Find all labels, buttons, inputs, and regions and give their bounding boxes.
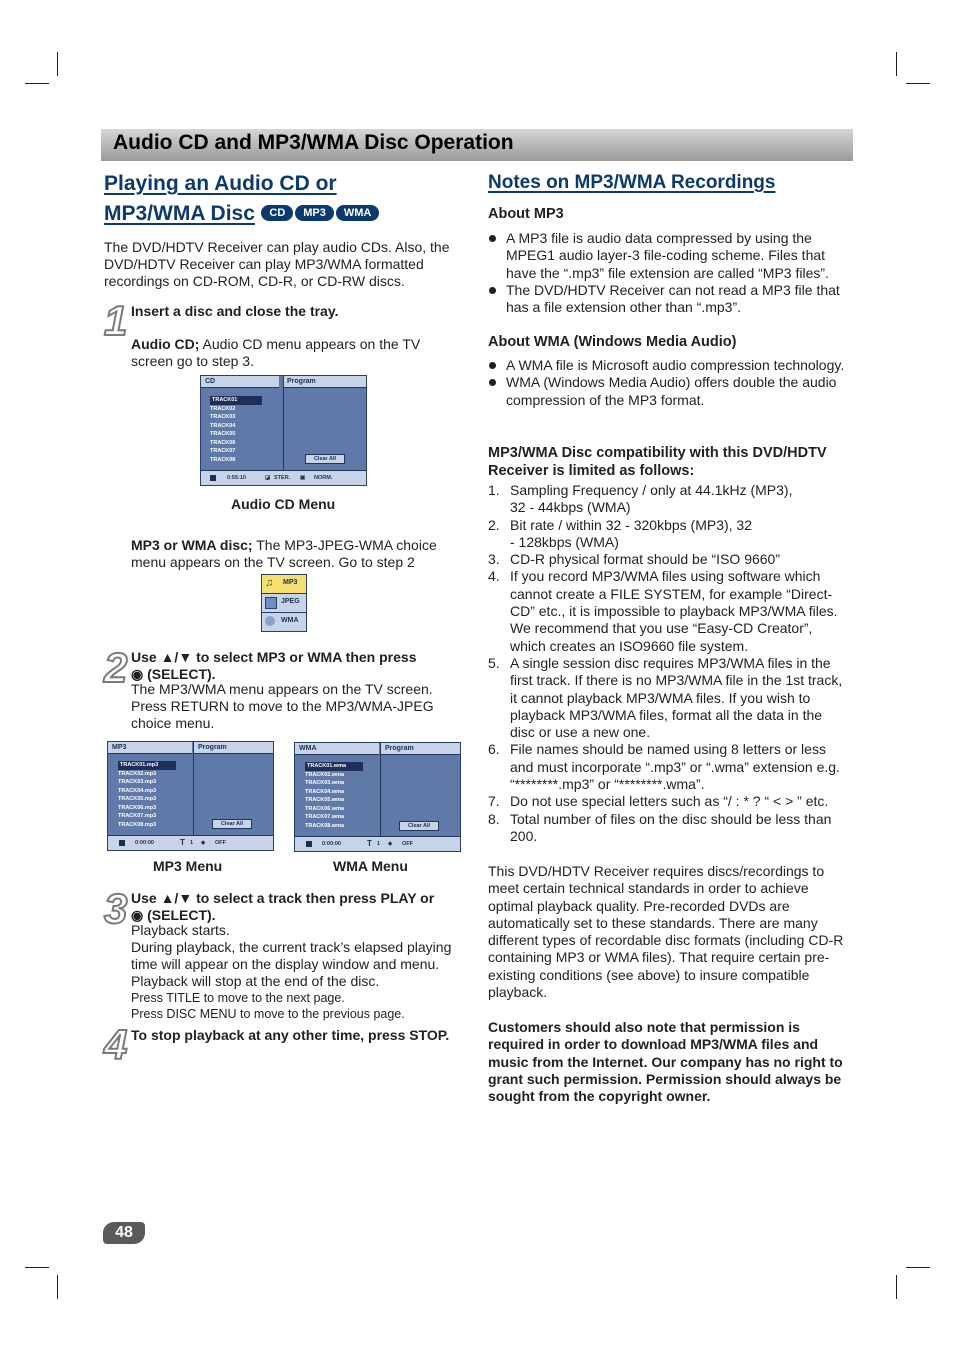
- mode-label: NORM.: [314, 475, 333, 481]
- track-number: 1: [377, 841, 381, 847]
- item-text: Bit rate / within 32 - 320kbps (MP3), 32 - 128kbps (WMA): [510, 516, 752, 550]
- list-item[interactable]: TRACK07.mp3: [118, 813, 157, 819]
- repeat-icon: ▣: [300, 475, 306, 481]
- mp3-jpeg-wma-choice-menu: [261, 574, 307, 632]
- step1-mp3-desc: The MP3-JPEG-WMA choice menu appears on the TV screen. Go to step 2: [131, 537, 437, 570]
- track-number: 1: [190, 840, 194, 846]
- page-number: 48: [103, 1222, 145, 1244]
- step3-note2: Press DISC MENU to move to the previous page.: [131, 1007, 405, 1021]
- left-heading-line2: MP3/WMA Disc: [104, 202, 255, 225]
- list-item: The DVD/HDTV Receiver can not read a MP3 file that has a file extension other than “.mp3”.: [488, 282, 850, 317]
- clear-all-button[interactable]: Clear All: [212, 819, 252, 829]
- step2-title-a: Use ▲/▼ to select MP3 or WMA then press: [131, 649, 417, 665]
- list-item[interactable]: TRACK06: [210, 439, 236, 446]
- choice-label-jpeg: JPEG: [281, 598, 300, 605]
- about-wma-heading: About WMA (Windows Media Audio): [488, 334, 737, 350]
- list-item: [488, 811, 850, 846]
- mp3-bullet-list: [488, 230, 850, 316]
- track-icon: T: [367, 839, 372, 848]
- list-item[interactable]: TRACK03.wma: [305, 780, 345, 786]
- track-list: [210, 396, 262, 464]
- stop-icon: [119, 840, 125, 846]
- step3-line1: Playback starts.: [131, 922, 230, 938]
- repeat-state: OFF: [402, 841, 413, 847]
- choice-item-wma[interactable]: [262, 613, 306, 631]
- list-item[interactable]: TRACK01.mp3: [118, 761, 176, 770]
- item-number: 8.: [488, 810, 500, 827]
- item-number: 7.: [488, 793, 500, 810]
- list-item[interactable]: TRACK03.mp3: [118, 779, 157, 785]
- list-item: WMA (Windows Media Audio) offers double the audio compression of the MP3 format.: [488, 374, 850, 409]
- step3-title-a: Use ▲/▼ to select a track then press PLAY or: [131, 890, 435, 906]
- item-number: 1.: [488, 482, 500, 498]
- repeat-icon: ◈: [388, 841, 393, 847]
- item-number: 2.: [488, 516, 500, 533]
- screen-header-left: MP3: [108, 742, 192, 754]
- list-item[interactable]: TRACK01.wma: [305, 762, 363, 771]
- choice-label-wma: WMA: [281, 617, 299, 624]
- list-item[interactable]: TRACK05.wma: [305, 797, 345, 803]
- item-text: CD-R physical format should be “ISO 9660”: [510, 551, 780, 568]
- list-item[interactable]: TRACK07.wma: [305, 814, 345, 820]
- intro-paragraph: The DVD/HDTV Receiver can play audio CDs. Also, the DVD/HDTV Receiver can play MP3/WMA formatted recordings on CD-ROM, CD-R, or CD-RW discs.: [104, 239, 450, 289]
- list-item[interactable]: TRACK05.mp3: [118, 796, 157, 802]
- elapsed-time: 0:55:10: [227, 475, 246, 481]
- step1-audio-label: Audio CD;: [131, 336, 200, 352]
- speaker-icon: ◪: [265, 475, 271, 481]
- item-number: 6.: [488, 741, 500, 758]
- list-item: A MP3 file is audio data compressed by using the MPEG1 audio layer-3 file-coding scheme. Files that have the “.mp3” file extension are called “MP3 files”.: [488, 230, 850, 282]
- step3-title: [131, 890, 461, 924]
- copyright-paragraph: Customers should also note that permission is required in order to download MP3/WMA files and music from the Internet. Our company has no right to grant such permission. Permission should always be sought from the copyright owner.: [488, 1019, 843, 1105]
- wma-disc-icon: [265, 616, 275, 626]
- crop-mark: [906, 83, 930, 84]
- list-item: [488, 482, 850, 517]
- track-list: [118, 761, 176, 829]
- compat-heading: MP3/WMA Disc compatibility with this DVD/HDTV Receiver is limited as follows:: [488, 445, 827, 479]
- crop-mark: [25, 1267, 49, 1268]
- screen-status-bar: [295, 836, 460, 851]
- stop-icon: [306, 841, 312, 847]
- item-number: 3.: [488, 551, 500, 568]
- list-item: [488, 741, 850, 793]
- track-icon: T: [180, 838, 185, 847]
- list-item[interactable]: TRACK04.mp3: [118, 787, 157, 794]
- list-item[interactable]: TRACK02.mp3: [118, 770, 157, 777]
- screen-status-bar: [108, 835, 273, 850]
- list-item: [488, 551, 850, 568]
- list-item: A WMA file is Microsoft audio compression technology.: [488, 357, 850, 374]
- list-item[interactable]: TRACK04: [210, 422, 236, 429]
- wma-bullet-list: [488, 357, 850, 409]
- list-item[interactable]: TRACK02: [210, 405, 236, 412]
- mp3-menu-caption: MP3 Menu: [153, 858, 223, 874]
- select-button-icon: ◉: [131, 666, 144, 682]
- item-text: Sampling Frequency / only at 44.1kHz (MP3), 32 - 44kbps (WMA): [510, 482, 793, 516]
- crop-mark: [906, 1267, 930, 1268]
- step4-title: To stop playback at any other time, press STOP.: [131, 1027, 450, 1043]
- section-banner: [101, 129, 853, 161]
- list-item[interactable]: TRACK05: [210, 431, 236, 437]
- clear-all-button[interactable]: Clear All: [305, 454, 345, 464]
- list-item[interactable]: TRACK03: [210, 414, 236, 420]
- wma-menu-screen: [294, 742, 461, 852]
- step-number-4: 4: [104, 1021, 126, 1068]
- choice-item-mp3[interactable]: [262, 575, 306, 594]
- step-number-3: 3: [104, 885, 126, 932]
- crop-mark: [896, 1275, 897, 1299]
- step1-mp3-label: MP3 or WMA disc;: [131, 537, 253, 553]
- step2-text: The MP3/WMA menu appears on the TV screen. Press RETURN to move to the MP3/WMA-JPEG choice menu.: [131, 681, 434, 731]
- step2-title-b: (SELECT).: [143, 666, 216, 682]
- screen-status-bar: [201, 470, 366, 485]
- crop-mark: [57, 52, 58, 76]
- list-item: [488, 655, 850, 741]
- wma-menu-caption: WMA Menu: [333, 858, 408, 874]
- compat-list: [488, 482, 850, 845]
- stereo-label: STER.: [274, 475, 291, 481]
- choice-item-jpeg[interactable]: [262, 594, 306, 613]
- list-item[interactable]: TRACK04.wma: [305, 788, 345, 795]
- item-text: Total number of files on the disc should be less than 200.: [510, 810, 832, 844]
- clear-all-button[interactable]: Clear All: [399, 821, 439, 831]
- item-number: 5.: [488, 654, 500, 671]
- mp3-menu-screen: [107, 741, 274, 851]
- badge-mp3: MP3: [295, 205, 334, 221]
- right-heading: Notes on MP3/WMA Recordings: [488, 172, 776, 193]
- list-item: [488, 793, 850, 810]
- step3-title-b: (SELECT).: [143, 907, 216, 923]
- screen-header-right: Program: [194, 742, 273, 754]
- screen-header-right: Program: [283, 376, 366, 388]
- select-button-icon: ◉: [131, 907, 144, 923]
- step-number-1: 1: [104, 297, 126, 344]
- audio-cd-menu-screen: [200, 375, 367, 486]
- list-item: [488, 568, 850, 654]
- step2-title: [131, 649, 451, 683]
- about-mp3-heading: About MP3: [488, 206, 564, 222]
- screen-header-right: Program: [381, 743, 460, 755]
- list-item[interactable]: TRACK08.wma: [305, 822, 345, 829]
- step3-note1: Press TITLE to move to the next page.: [131, 991, 345, 1005]
- track-list: [305, 762, 363, 830]
- elapsed-time: 0:00:00: [135, 840, 154, 846]
- item-text: Do not use special letters such as “/ : * ? “ < > ” etc.: [510, 793, 829, 810]
- badge-cd: CD: [261, 205, 293, 221]
- stop-icon: [210, 475, 216, 481]
- step1-audio-text: [131, 336, 451, 370]
- audio-cd-menu-caption: Audio CD Menu: [231, 496, 336, 512]
- music-icon: ♫: [265, 577, 274, 589]
- elapsed-time: 0:00:00: [322, 841, 341, 847]
- picture-icon: [265, 597, 277, 609]
- item-text: If you record MP3/WMA files using software which cannot create a FILE SYSTEM, for example “Direct-CD” etc., it is impossible to playback MP3/WMA files. We recommend that you use “Easy-CD Creator”, which creates an ISO9660 file system.: [510, 568, 838, 654]
- list-item[interactable]: TRACK07: [210, 448, 236, 454]
- list-item[interactable]: TRACK06.wma: [305, 805, 345, 812]
- item-text: A single session disc requires MP3/WMA files in the first track. If there is no MP3/WMA file in the 1st track, it cannot playback MP3/WMA files. If you wish to playback MP3/WMA files, format all the data in the disc or use a new one.: [510, 654, 843, 741]
- crop-mark: [25, 83, 49, 84]
- item-text: File names should be named using 8 letters or less and must incorporate “.mp3” or “.wma” extension e.g. “********.mp3” or “********.wma”.: [510, 741, 840, 793]
- badge-wma: WMA: [336, 205, 380, 221]
- crop-mark: [57, 1275, 58, 1299]
- left-heading-line1: Playing an Audio CD or: [104, 172, 337, 195]
- screen-header-left: CD: [201, 376, 279, 388]
- crop-mark: [896, 52, 897, 76]
- screen-header-left: WMA: [295, 743, 379, 755]
- list-item: [488, 517, 850, 552]
- step3-line2: During playback, the current track’s elapsed playing time will appear on the display window and menu. Playback will stop at the end of the disc.: [131, 939, 452, 989]
- list-item[interactable]: TRACK08.mp3: [118, 821, 157, 828]
- section-title: Audio CD and MP3/WMA Disc Operation: [113, 131, 514, 154]
- list-item[interactable]: TRACK01: [210, 396, 262, 405]
- step1-title: Insert a disc and close the tray.: [131, 303, 339, 319]
- step-number-2: 2: [104, 644, 126, 691]
- step3-body: [131, 922, 471, 1022]
- list-item[interactable]: TRACK06.mp3: [118, 804, 157, 811]
- choice-label-mp3: MP3: [283, 579, 298, 586]
- list-item[interactable]: TRACK02.wma: [305, 771, 345, 778]
- step1-mp3-text: [131, 537, 456, 571]
- repeat-state: OFF: [215, 840, 226, 846]
- list-item[interactable]: TRACK08: [210, 456, 236, 463]
- item-number: 4.: [488, 568, 500, 585]
- step1-audio-desc: Audio CD menu appears on the TV screen go to step 3.: [131, 336, 421, 369]
- standards-paragraph: This DVD/HDTV Receiver requires discs/recordings to meet certain technical standards in order to achieve optimal playback quality. Pre-recorded DVDs are automatically set to these standards. There are many different types of recordable disc formats (including CD-R containing MP3 or WMA files). That require certain pre-existing conditions (see above) to insure compatible playback.: [488, 863, 844, 1001]
- repeat-icon: ◈: [201, 840, 206, 846]
